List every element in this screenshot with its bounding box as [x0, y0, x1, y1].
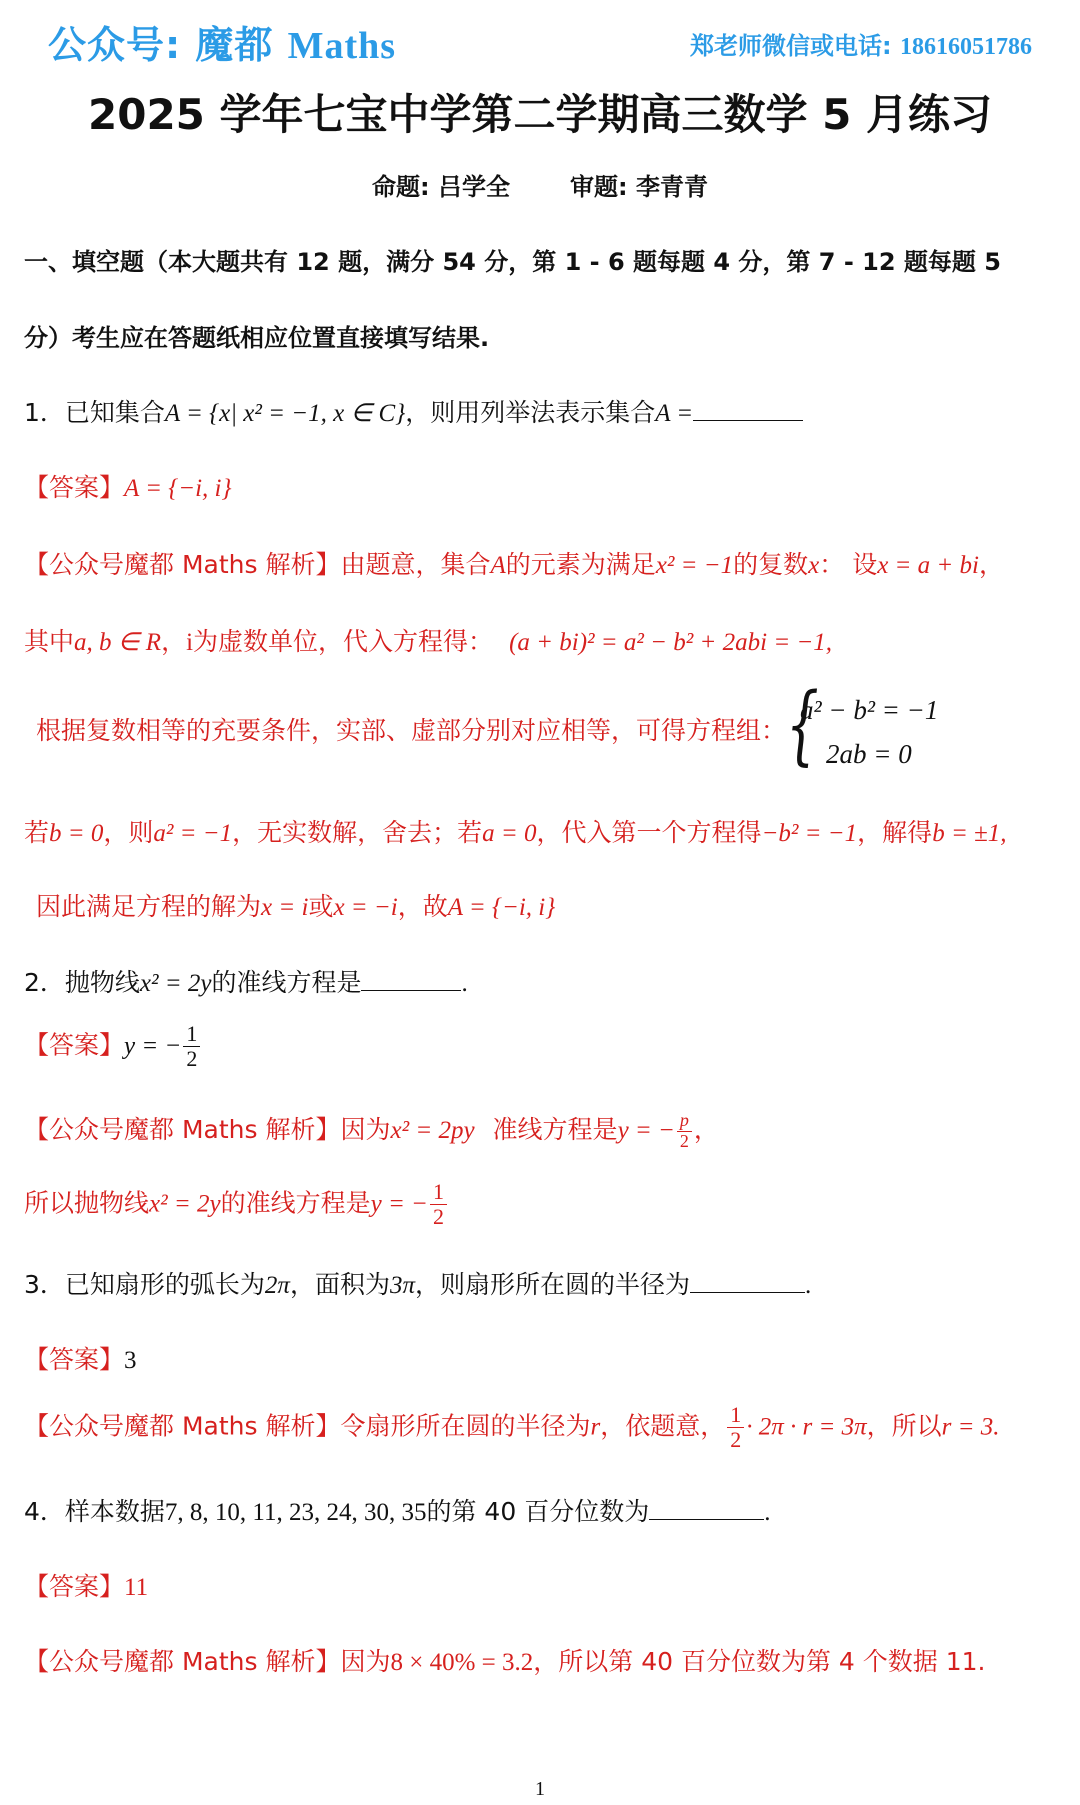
q2-stem: 2．抛物线x² = 2y的准线方程是 .	[24, 968, 468, 997]
q4-analysis	[24, 1642, 985, 1678]
q3-analysis	[24, 1403, 1000, 1452]
text: ，则扇形所在圆的半径为	[415, 1270, 691, 1299]
text: ，代入第一个方程得	[536, 818, 762, 847]
text: 或	[308, 892, 334, 921]
text: ，所以第 40 百分位数为第 4 个数据 11.	[533, 1647, 986, 1676]
fraction	[727, 1403, 744, 1452]
text: ，依题意，	[600, 1411, 726, 1441]
text: ，	[161, 627, 187, 656]
math: y = −	[617, 1117, 675, 1144]
text: ，故	[397, 892, 448, 921]
page-title: 2025 学年七宝中学第二学期高三数学 5 月练习	[88, 90, 992, 139]
fraction	[183, 1022, 200, 1071]
text: 因为	[340, 1647, 391, 1676]
math: x = −i	[333, 894, 398, 921]
numerator: 1	[727, 1403, 744, 1428]
text: ，解得	[857, 818, 933, 847]
text: 因为	[340, 1115, 391, 1144]
brand-prefix: 公众号: 魔都	[48, 23, 288, 67]
system-eq2: 2ab = 0	[826, 739, 912, 769]
q2-answer-blank[interactable]	[361, 970, 461, 991]
contact-info	[690, 26, 1032, 61]
q1-analysis-line2	[24, 622, 832, 658]
q1-analysis-line5	[36, 887, 555, 923]
contact-number: 18616051786	[900, 34, 1032, 60]
equation-system: { a² − b² = −1 2ab = 0	[786, 675, 939, 775]
q1-analysis-line3	[36, 675, 939, 776]
text: ，则	[103, 818, 154, 847]
analysis-tag: 【公众号魔都 Maths 解析】	[24, 1647, 341, 1676]
answer-tag: 【答案】	[24, 1030, 125, 1060]
math: x² = 2y	[139, 970, 212, 997]
contact-label: 郑老师微信或电话:	[690, 32, 900, 60]
analysis-tag: 【公众号魔都 Maths 解析】	[24, 1115, 341, 1144]
answer-tag: 【答案】	[24, 473, 125, 502]
text: 2．抛物线	[24, 968, 140, 997]
math: x² = 2y	[149, 1190, 221, 1218]
section-heading-line1: 一、填空题（本大题共有 12 题，满分 54 分，第 1 - 6 题每题 4 分，第 7 - 12 题每题 5	[24, 248, 1001, 276]
text: 其中	[24, 627, 75, 656]
q1-answer	[24, 468, 231, 504]
text: ： 设	[819, 550, 878, 579]
text: 的第 40 百分位数为	[426, 1497, 650, 1526]
math: x² = −1	[655, 552, 734, 579]
section-heading-line2: 分）考生应在答题纸相应位置直接填写结果.	[24, 324, 490, 352]
fraction	[677, 1111, 692, 1152]
math: y = −	[370, 1190, 428, 1218]
q4-answer-value: 11	[124, 1574, 149, 1601]
math: b = 0	[49, 820, 104, 847]
math: x	[808, 552, 820, 579]
math: b = ±1,	[932, 820, 1007, 847]
text: ，	[693, 1115, 719, 1144]
q1-analysis-line1	[24, 545, 1004, 581]
text: 令扇形所在圆的半径为	[340, 1411, 591, 1441]
math: A	[490, 552, 506, 579]
q4-stem: 4．样本数据7, 8, 10, 11, 23, 24, 30, 35的第 40 百分位数为 .	[24, 1497, 771, 1526]
numerator: p	[677, 1111, 692, 1132]
q1-stem	[24, 393, 803, 429]
math: x² = 2py	[390, 1117, 475, 1144]
text: 所以抛物线	[24, 1188, 150, 1218]
text: 为虚数单位，代入方程得：	[193, 627, 494, 656]
q3-answer	[24, 1340, 137, 1376]
answer-tag: 【答案】	[24, 1572, 125, 1601]
q1-answer-blank[interactable]	[693, 400, 803, 421]
system-eq1: a² − b² = −1	[800, 695, 939, 725]
q1-stem-text: 1．已知集合	[24, 398, 165, 427]
math: 8 × 40% = 3.2	[390, 1649, 534, 1676]
q2-analysis-line1	[24, 1110, 719, 1151]
text: 根据复数相等的充要条件，实部、虚部分别对应相等，可得方程组：	[36, 716, 787, 745]
text: 4．样本数据	[24, 1497, 165, 1526]
math: x = a + bi	[877, 552, 979, 579]
text: 因此满足方程的解为	[36, 892, 262, 921]
math: 3π	[389, 1272, 415, 1299]
q1-stem-var: A =	[655, 400, 694, 427]
math: (a + bi)² = a² − b² + 2abi = −1,	[509, 629, 833, 656]
text: 由题意，集合	[340, 550, 491, 579]
text: ，面积为	[289, 1270, 390, 1299]
text: 的复数	[733, 550, 809, 579]
text: ，无实数解，舍去；若	[232, 818, 483, 847]
fraction	[430, 1180, 447, 1229]
q1-answer-value: A = {−i, i}	[124, 475, 232, 502]
analysis-tag: 【公众号魔都 Maths 解析】	[24, 1411, 341, 1441]
text: 3．已知扇形的弧长为	[24, 1270, 265, 1299]
text: 准线方程是	[492, 1115, 618, 1144]
text: 的准线方程是	[211, 968, 362, 997]
text: ，	[979, 550, 1005, 579]
brand-logo	[48, 14, 396, 69]
math: r = 3.	[941, 1413, 1000, 1441]
q2-analysis-line2	[24, 1180, 449, 1229]
q1-stem-set: A = {x| x² = −1, x ∈ C}	[164, 400, 406, 427]
q3-answer-blank[interactable]	[690, 1272, 805, 1293]
q4-answer-blank[interactable]	[649, 1499, 764, 1520]
text: 的准线方程是	[220, 1188, 371, 1218]
q4-answer	[24, 1567, 148, 1603]
reviewer: 审题: 李青青	[570, 173, 708, 201]
text: 若	[24, 818, 50, 847]
math: i	[186, 629, 194, 656]
denominator: 2	[679, 1130, 689, 1151]
text: 的元素为满足	[505, 550, 656, 579]
authors-line	[0, 167, 1080, 202]
math: r	[590, 1413, 601, 1441]
math: 7, 8, 10, 11, 23, 24, 30, 35	[164, 1499, 427, 1526]
answer-tag: 【答案】	[24, 1345, 125, 1374]
math: x = i	[261, 894, 309, 921]
page-number: 1	[535, 1778, 545, 1800]
math: A = {−i, i}	[447, 894, 556, 921]
math: a = 0	[482, 820, 537, 847]
math: y = −	[124, 1032, 182, 1060]
denominator: 2	[432, 1204, 444, 1230]
brand-latin: Maths	[287, 25, 397, 67]
math: 2π	[264, 1272, 290, 1299]
q3-stem: 3．已知扇形的弧长为2π，面积为3π，则扇形所在圆的半径为 .	[24, 1270, 812, 1299]
numerator: 1	[430, 1180, 447, 1205]
q3-answer-value: 3	[124, 1347, 137, 1374]
setter: 命题: 吕学全	[372, 173, 510, 201]
denominator: 2	[186, 1046, 198, 1072]
denominator: 2	[730, 1427, 742, 1453]
text: ，所以	[866, 1411, 942, 1441]
math: a, b ∈ R	[74, 629, 162, 656]
math: a² = −1	[153, 820, 233, 847]
numerator: 1	[183, 1022, 200, 1047]
math: · 2π · r = 3π	[746, 1413, 867, 1441]
math: −b² = −1	[761, 820, 858, 847]
q2-answer	[24, 1022, 202, 1071]
q1-stem-text2: ，则用列举法表示集合	[405, 398, 656, 427]
q1-analysis-line4	[24, 813, 1007, 849]
analysis-tag: 【公众号魔都 Maths 解析】	[24, 550, 341, 579]
